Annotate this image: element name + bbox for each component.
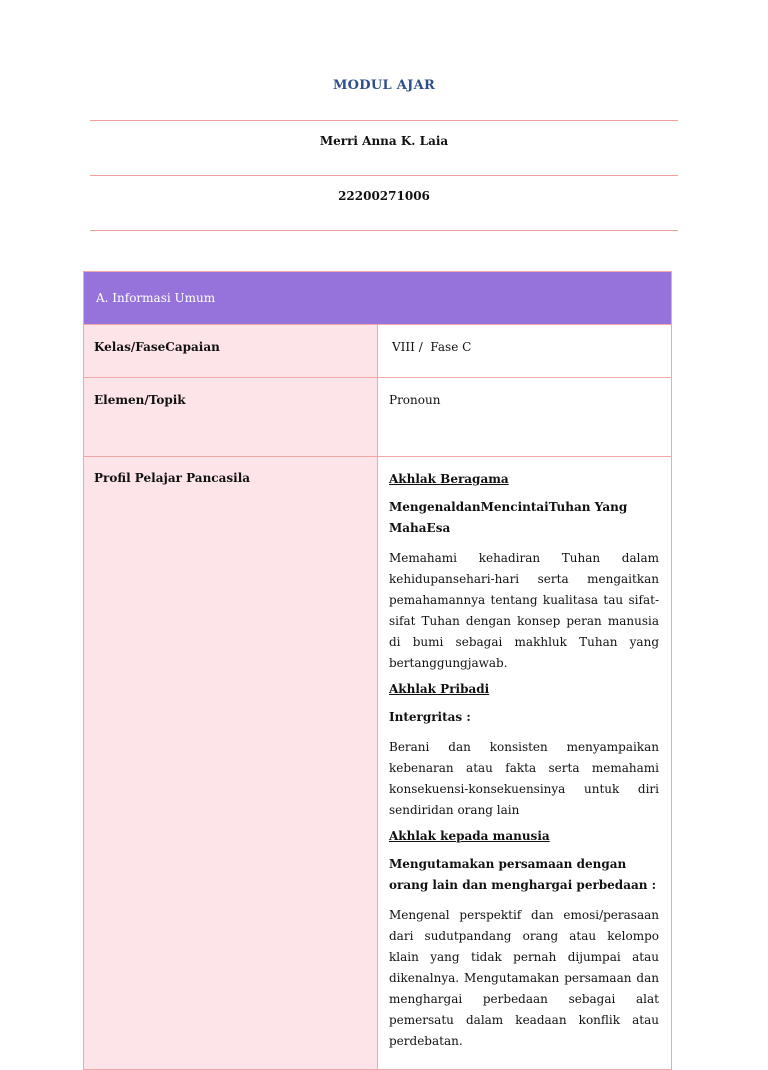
section-heading: Akhlak Pribadi xyxy=(389,682,490,696)
table-row xyxy=(84,325,672,378)
document-title: MODUL AJAR xyxy=(332,78,436,93)
section-subheading: Intergritas : xyxy=(389,710,471,724)
section-heading: Akhlak kepada manusia xyxy=(389,829,550,843)
row-value-cell xyxy=(378,325,672,378)
profil-content xyxy=(389,457,659,1052)
row-label: Elemen/Topik xyxy=(94,393,186,407)
row-label-cell xyxy=(84,378,378,457)
row-label-cell xyxy=(84,325,378,378)
info-table xyxy=(83,271,672,1070)
table-row xyxy=(84,378,672,457)
author-name: Merri Anna K. Laia xyxy=(319,134,449,148)
divider-line xyxy=(90,120,678,121)
section-subheading: Mengutamakan persamaan dengan orang lain dan menghargai perbedaan : xyxy=(389,857,657,892)
row-value-cell xyxy=(378,378,672,457)
profil-content-cell xyxy=(378,457,672,1070)
row-label-cell xyxy=(84,457,378,1070)
section-header: A. Informasi Umum xyxy=(84,272,672,325)
row-label: Kelas/FaseCapaian xyxy=(94,340,220,354)
section-paragraph: Berani dan konsisten menyampaikan kebenaran atau fakta serta memahami konsekuensi-konsekuensinya untuk diri sendiridan orang lain xyxy=(389,740,659,817)
section-paragraph: Mengenal perspektif dan emosi/perasaan dari sudutpandang orang atau kelompo klain yang tidak pernah dijumpai atau dikenalnya. Mengutamakan persamaan dan menghargai perbedaan sebagai alat pemersatu dalam keadaan konflik atau perdebatan. xyxy=(389,908,659,1048)
table-header-row xyxy=(84,272,672,325)
section-subheading: MengenaldanMencintaiTuhan Yang MahaEsa xyxy=(389,500,628,535)
section-heading: Akhlak Beragama xyxy=(389,472,509,486)
student-id: 22200271006 xyxy=(338,189,430,203)
row-value: VIII / Fase C xyxy=(392,340,472,354)
row-value: Pronoun xyxy=(389,393,441,407)
section-paragraph: Memahami kehadiran Tuhan dalam kehidupansehari-hari serta mengaitkan pemahamannya tentang kualitasa tau sifat-sifat Tuhan dengan konsep peran manusia di bumi sebagai makhluk Tuhan yang bertanggungjawab. xyxy=(389,551,659,670)
row-label: Profil Pelajar Pancasila xyxy=(94,471,251,485)
divider-line xyxy=(90,230,678,231)
table-row xyxy=(84,457,672,1070)
divider-line xyxy=(90,175,678,176)
